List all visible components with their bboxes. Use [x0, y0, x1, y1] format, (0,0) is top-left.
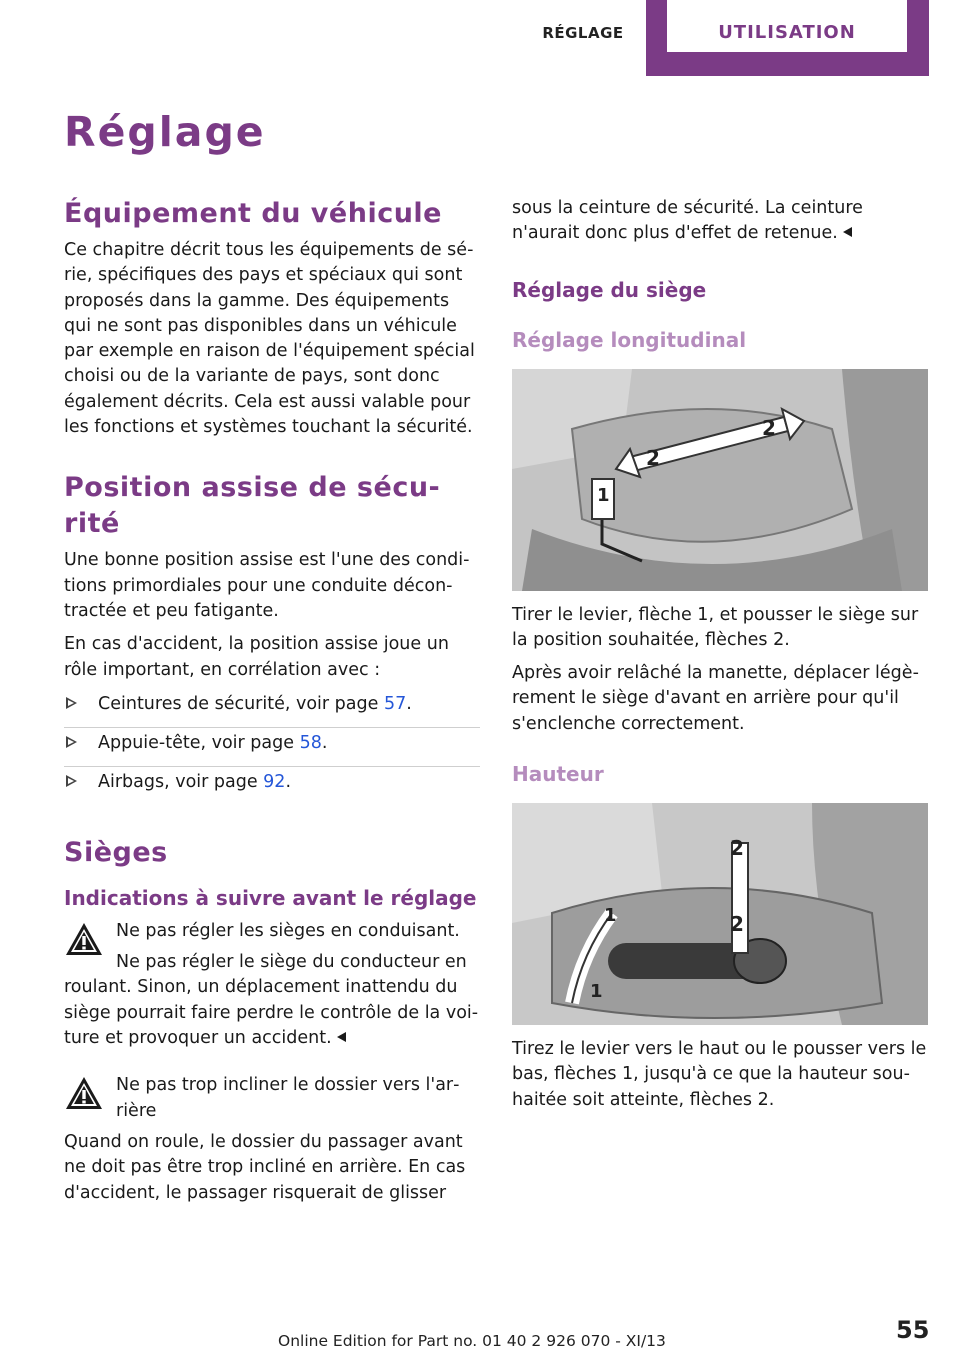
- heading-longitudinal: Réglage longitudinal: [512, 327, 747, 352]
- safety-list: [64, 689, 480, 805]
- bullet-arrow-icon: [66, 736, 77, 748]
- paragraph-continue: sous la ceinture de sécurité. La ceinture n'aurait donc plus d'effet de retenue.: [512, 198, 863, 244]
- warning-1-body: Ne pas régler le siège du conducteur en roulant. Sinon, un déplacement inattendu du siège pourrait faire perdre le contrôle de la voiture et provoquer un accident.: [64, 952, 479, 1049]
- warning-2-body: Quand on roule, le dossier du passager avant ne doit pas être trop incliné en arrière. En cas d'accident, le passager risquerait de glisser: [64, 1131, 466, 1203]
- paragraph-long-1: Tirer le levier, flèche 1, et pousser le siège sur la position souhaitée, flèches 2.: [512, 604, 919, 650]
- list-item-text: Ceintures de sécurité, voir page: [98, 693, 384, 714]
- figure-seat-height: [512, 803, 928, 1025]
- page-number: 55: [896, 1316, 930, 1344]
- list-item-text: Airbags, voir page: [98, 771, 264, 792]
- list-item-text: Appuie-tête, voir page: [98, 732, 300, 753]
- bullet-arrow-icon: [66, 697, 77, 709]
- paragraph-long-2: Après avoir relâché la manette, déplacer légèrement le siège d'avant en arrière pour qu'il s'enclenche correctement.: [512, 663, 919, 734]
- heading-hauteur: Hauteur: [512, 762, 604, 787]
- figure-label: 1: [597, 484, 610, 506]
- paragraph-position-1: Une bonne position assise est l'une des conditions primordiales pour une conduite décontractée et peu fatigante.: [64, 550, 470, 621]
- heading-indications: Indications à suivre avant le réglage: [64, 885, 477, 910]
- figure-label: 1: [604, 905, 617, 927]
- warning-block-1: [64, 919, 480, 944]
- list-item: [64, 727, 480, 766]
- paragraph-hauteur: Tirez le levier vers le haut ou le pousser vers le bas, flèches 1, jusqu'à ce que la hauteur souhaitée soit atteinte, flèches 2.: [512, 1039, 927, 1110]
- figure-label: 2: [730, 836, 744, 861]
- header-tab-label: UTILISATION: [667, 0, 907, 52]
- page-title: Réglage: [64, 108, 266, 156]
- heading-equipement: Équipement du véhicule: [64, 198, 442, 229]
- list-item: [64, 766, 480, 805]
- footer-edition: Online Edition for Part no. 01 40 2 926 070 - XI/13: [278, 1332, 666, 1350]
- figure-seat-longitudinal: [512, 369, 928, 591]
- paragraph-equipement: Ce chapitre décrit tous les équipements de série, spécifiques des pays et spéciaux qui sont proposés dans la gamme. Des équipements qui ne sont pas disponibles dans un véhicule par exemple en raison de l'équipement spécial choisi ou de la variante de pays, sont donc également décrits. Cela est aussi valable pour les fonctions et systèmes touchant la sécurité.: [64, 240, 475, 438]
- figure-label: 2: [730, 912, 744, 937]
- right-column: [512, 196, 928, 1113]
- end-mark-icon: [337, 1032, 346, 1042]
- page-link[interactable]: 92: [263, 771, 286, 792]
- warning-triangle-icon: [64, 921, 104, 957]
- heading-sieges: Sièges: [64, 836, 168, 868]
- warning-1-title: Ne pas régler les sièges en conduisant.: [116, 920, 460, 941]
- left-column: [64, 196, 480, 1206]
- warning-block-2: [64, 1073, 480, 1124]
- list-item-end: .: [321, 732, 328, 753]
- page-link[interactable]: 58: [299, 732, 322, 753]
- heading-position: Position assise de sécurité: [64, 472, 440, 540]
- figure-label: 2: [762, 415, 776, 440]
- header-tab[interactable]: [646, 0, 929, 76]
- page-link[interactable]: 57: [383, 693, 407, 714]
- bullet-arrow-icon: [66, 775, 77, 787]
- end-mark-icon: [843, 227, 852, 237]
- list-item-end: .: [285, 771, 292, 792]
- heading-reglage-siege: Réglage du siège: [512, 277, 707, 302]
- header-section-label: RÉGLAGE: [542, 24, 624, 42]
- warning-triangle-icon: [64, 1075, 104, 1111]
- paragraph-position-2: En cas d'accident, la position assise joue un rôle important, en corrélation avec :: [64, 634, 449, 680]
- figure-label: 2: [646, 445, 660, 470]
- figure-label: 1: [590, 981, 603, 1003]
- list-item: [64, 689, 480, 727]
- warning-2-title: Ne pas trop incliner le dossier vers l'arrière: [116, 1075, 460, 1121]
- list-item-end: .: [406, 693, 412, 714]
